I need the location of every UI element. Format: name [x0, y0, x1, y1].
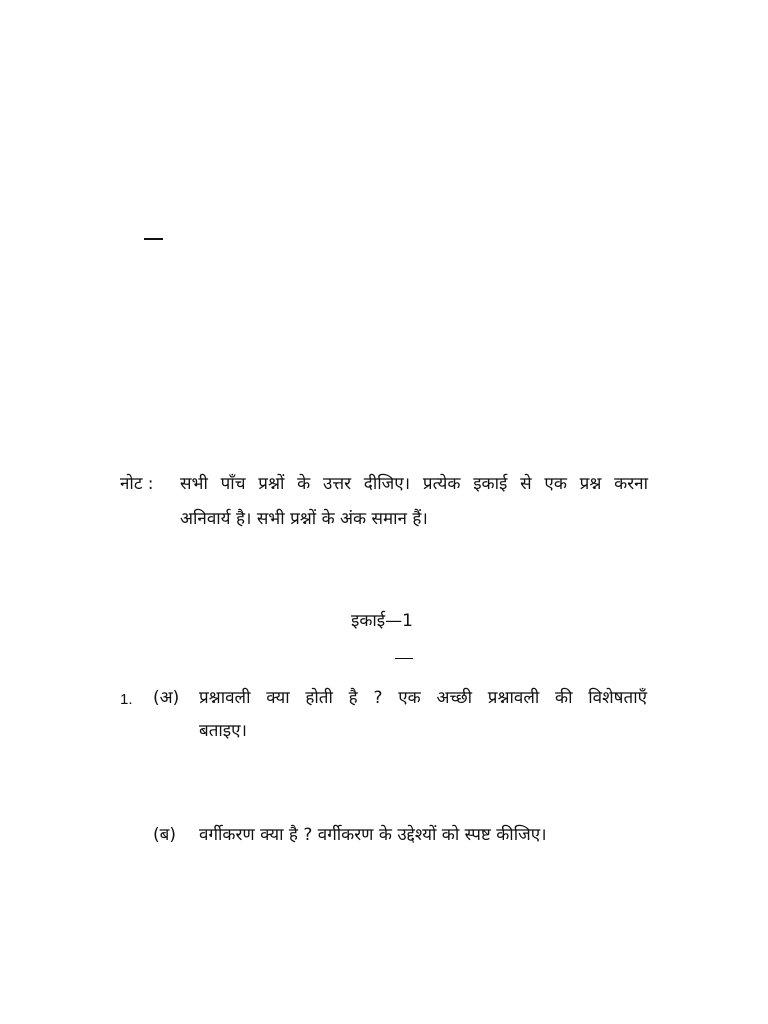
question-part-b-line-1: वर्गीकरण क्या है ? वर्गीकरण के उद्देश्यों को स्पष्ट कीजिए। — [199, 825, 547, 845]
unit-heading: इकाई—1 — [351, 611, 413, 631]
top-dash-rule — [144, 238, 163, 240]
note-line-1: सभी पाँच प्रश्नों के उत्तर दीजिए। प्रत्येक इकाई से एक प्रश्न करना — [180, 474, 648, 494]
question-part-a-line-2: बताइए। — [199, 721, 247, 741]
question-number: 1. — [120, 691, 133, 708]
note-label: नोट : — [120, 474, 154, 494]
note-line-2: अनिवार्य है। सभी प्रश्नों के अंक समान हैं। — [180, 509, 428, 529]
question-part-label-b: (ब) — [153, 825, 176, 845]
question-part-label-a: (अ) — [153, 688, 180, 708]
question-part-a-line-1: प्रश्नावली क्या होती है ? एक अच्छी प्रश्नावली की विशेषताएँ — [199, 688, 647, 708]
unit-underline-dash — [395, 658, 413, 659]
